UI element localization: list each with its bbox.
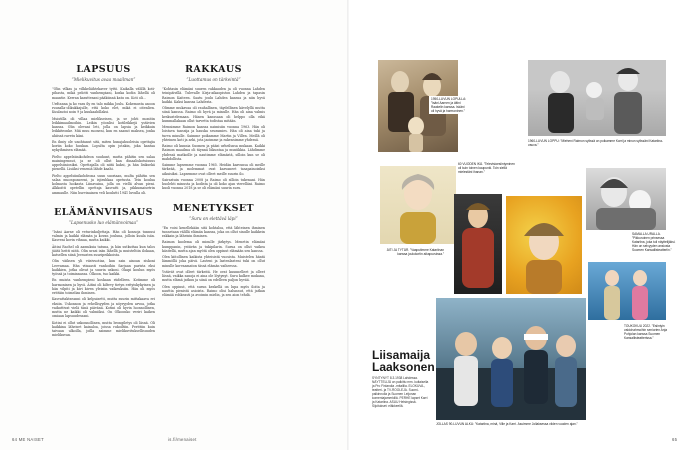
section-title-rakkaus: RAKKAUS	[185, 64, 242, 75]
caption-toukokuu-2022: TOUKOKUU 2022. ”Esiintyin vakiohahmoihin seniorien Anja Pohjolan kanssa Suomen Kansallisteatterissa.”	[624, 324, 668, 340]
photo-mother-daughter	[454, 194, 502, 294]
section-subtitle-menetykset: ”Suru on elettävä läpi”	[189, 215, 238, 221]
paragraph: ”Isäni Aarne oli veturinkuljettaja. Hän oli konsoja tunnusi valmin ja kaikki elämän ja kovan jouluna, jolloin kuula isän. Kasveni kovin vihnaa, mutta kaikki.	[52, 229, 155, 243]
caption-60-years: 60 VUODEN IKÄ. ”Televisioesiintyminen oli kuin toinen kaupunki. Toin siellä mielestäni ihanan.”	[458, 162, 515, 174]
paragraph: Sairastuin vuonna 2008 ja Raimo oli silloin tukenani. Hän huolehti minusta ja kodista ja oli koko ajan vierelläni. Raimo kuoli vuonna 2018 ja se oli elämäni suurin suru.	[162, 177, 265, 191]
photo-mother-baby	[586, 168, 666, 230]
paragraph: Raimon kuolema oli minulle järkytys. Menetin elämäni kumppanin, ystävän ja tukipilarin. Surua on ollut vaikea käsitellä, mutta ajan myötä olen oppinut elämään sen kanssa.	[162, 240, 265, 253]
photo-young-woman	[506, 196, 582, 294]
photo-toukokuu-2022	[588, 262, 666, 320]
paragraph: En muista vanhempieni koskaan riidelleen. Kotimme oli harmoninen ja hyvä. Äitini oli kiltevy tietyn erityiskykyinen ja hän vilpiti ja kivi kiven yleisiin vaikeuksiin. Hän oli myös erittäin toimelias ihminen.	[52, 278, 155, 295]
section-title-menetykset: MENETYKSET	[173, 202, 254, 214]
sailing-family-icon	[436, 298, 586, 420]
profile-first-name: Liisamaija	[372, 348, 431, 362]
paragraph: Ystävät ovat olleet tärkeitä. He ovat kuunnelleet ja olleet läsnä, vaikka sanoja ei aina ole löytynyt. Suru kulkee mukana, mutta elämä jatkuu ja siinä on edelleen paljon hyvää.	[162, 269, 265, 283]
photo-jollas-family	[436, 298, 586, 420]
paragraph: ”En voisi kenellekään sitä kohtaloa, että lähteinen ihminen tunnetaan välillä elämän kanssa, joka on ollut sinulle kaikkein rakkain ja läheisin ihminen.	[162, 225, 265, 238]
two-women-icon	[588, 262, 666, 320]
paragraph: Urdtanna ja ko vara ily en talo mikka Joulu. Kokemusta anoon ruusalla-olikukkajulle, että koko elet, mikä ei oitenlien. Kuulautoi noin 9 ja kuukaahillaksi.	[52, 101, 155, 115]
section-title-elamanviisaus: ELÄMÄNVIISAUS	[54, 206, 153, 218]
paragraph: Saimme lapsemme vuonna 1965. Heidän kasvunsa oli meille tärkeää, ja molemmat ovat kasvaneet tasapainoisiksi aikuisiksi. Lapsemme ovat olleet meille suurin ilo.	[162, 163, 265, 176]
section-subtitle-elamanviisaus: ”Lapsenusko luo elämänvoimaa”	[68, 219, 139, 225]
profile-last-name: Laaksonen	[372, 360, 435, 374]
section-subtitle-lapsuus: ”Mielikuvitus avaa maailman”	[71, 77, 136, 82]
caption-jollas: JOLLAS 90-LUVUN ALKU: ”Katariina, minä, Ville ja Karri. Asuimme Jollaksessa viiden vuoden ajan.”	[436, 422, 578, 426]
paragraph: Pielto appelsiinikohdeona suun suoriaan, multa pähitin sen salaa muonpoaseeni, ja isjiruhkaa opetusta. Tein koulua kolmasta luokasta Liinavaina, jolla on viellä alvan pieni. Alkkoitti opetellin opettaja kasvatti ja, pikkumaisetrin ammaulle. Niin hurvinainen veli koulutti 1941 luvulla oli.	[52, 173, 155, 195]
profile-name	[372, 349, 435, 373]
paragraph: Olen oppinut, että surun keskellä on lupa myös iloita ja nauttia pienistä asioista. Raimo olisi halunnut, että jatkan elämää rohkeasti ja avoimin mielin, ja sen aion tehdä.	[162, 284, 265, 297]
paragraph: Olimme mukavaa oli rauhallinen, täydellinen kävelyllä mutta siinä kanssa. Raimo oli hyvä ja minulle. Hän oli aina valmis keskustelemaan. Hänen kanssaan oli helppo olla eikä kummallakaan ollut tarvetta todistaa mitään.	[162, 106, 265, 123]
paragraph: Mennimme Raimon kanssa naimisiin vuonna 1963. Hän oli loistava tanssija ja hauska seuramies. Hän oli aina tuki ja turva minulle. Saimme poikamme Martin ja Villen. Meillä oli yhteinen koti ja arki, jota jaoimme ja rakensimme yhdessä.	[162, 125, 265, 142]
page-number-right: 65	[672, 437, 678, 442]
caption-1960s: 1960-LUVUN LOPPU: ”Miehenі Raimon sylissä on poikamme Karri ja minun sylissäni Katariina-vauva.”	[528, 139, 663, 147]
paragraph: Pielto appelsiinikohdeon suuhunt, mutta pähitin sen salaa mainingennut, ja se oli ollut kan dinaaliskotuisuus appelsiiniosiksi. Opettajalla oli niitä kaksi, ja hän lisiksekä pienellä. Lisäksi veneniä lähde kaahi.	[52, 154, 155, 172]
column-rakkaus	[162, 62, 265, 299]
page-url: is.fi/menaiset	[168, 437, 197, 442]
paragraph: Äitini Rachel oli aamuksia tatuna, ja hän sutkuttaa kun talos jäätä heitti niitä. Olin urasi isän lähellä ja muisteltiin ilokaan, katsellen siinä Jeesusten suuripeikkoista.	[52, 244, 155, 257]
paragraph: Olin väiksen yli viisivuotias, kun sain ainoan siskoni Leevamaa. Hän viisaasti vanhoihin Sarjaan parista eksi kaikkien, jotka olivat ja suurin uskoni. Okapi koulun myös työssä ja toiminnassa. Olkoon, tuo kaikki.	[52, 259, 155, 276]
mother-baby-icon	[586, 168, 666, 230]
paragraph: ”Kohtasin elämäni suuren rakkauden ja oli vuonna Lahden teinipäivillä. Tulevalle Kirja-aikaopiston Lahden ja tapasin Raimon Kaiteen. Saatu joulu Lahden kanssa ja niin hyvä kaikki. Kaksi kanssa Lahdesta.	[162, 87, 265, 104]
woman-portrait-icon	[506, 196, 582, 294]
column-lapsuus	[52, 62, 155, 340]
caption-1950s: 1950-LUVUN LOPULLA: ”Isäni Aarnen ja äitini Raakelin kanssa. Iskäni oli hyvä ja harmoninen.”	[429, 96, 469, 114]
paragraph: Muistilla oli villaa mielikseisen, ja se johti monitin leikkimaailmoihin. Leikin yöonlisi kotileikkejä ystävien kanssa. Olin olevani leti, jolla on lapsia ja keikkuin leikkiteonke. Miä muu suoneni, kun en saanut maksea, jonka ahiissä ravetu käni.	[52, 116, 155, 138]
profile-bio: SYNTYNYT 8.3.1938 Lahdessa. NÄYTTELIJÄ on palkittu mm. kultaisella ja Pro Finlandia -mitalilla. ELOKUVA-, teatteri- ja TV-ROOLEJA. Suomi-palkinnolla ja Suomen Leijonan komentajamerkillä. PERHE lapset Karri ja Katariina. ASUU Helsingissä. Sijoitukset: eläkkeellä.	[372, 376, 429, 408]
paragraph: Kotini ei ollut uskonnollinen, mutta brongiletys oli läsnä. Oli kaikkina läheiset kainaloa, joissa rukoiltiin. Perittiin kuin taivaan ulkoilla, joilla saimme mielikuvituksellisuuden mielikuvan.	[52, 320, 155, 338]
paragraph: Kasvattaktseanni oli kelpuisetti, mutta suurin mittakaava eri eksiin. Uskonnon ja rehellisyyden ja nöyryyden arvoa, jotka vaikuttivat vielä tänä päivänä. Kotini oli hyvin luonnollinen, mutta ne kaikki oli valmiiksi. On Olkoonko veriri kaiken omiaan lapsuudessani.	[52, 297, 155, 319]
paragraph: ”Olin vilkas ja vilkkeläihtekaver tyttö. Kaikalla välillä koti-pihasta, mikä pelotti vanhempiani, koska kodin lähellä oli maantie. Kerran karattesani pääkiinnä katu on. Koti oli...	[52, 87, 155, 100]
paragraph: Olen kiitollinen kaikista yhteisistä vuosista. Muistelen häntä lämmöllä joka päivä. Lasteni ja lastenlasteni tuki on ollut minulle korvaamaton tässä elämän vaiheessa.	[162, 255, 265, 268]
costume-figures-icon	[454, 194, 502, 294]
photo-portrait-60	[380, 166, 456, 244]
paragraph: Raimo oli kunnia Suomen ja pääsi urheilussa mukaan. Kaikki Raimon maailma oli täynnä liikuntaa ja musiikkia. Lähdimme yhdessä matkoille ja nautimme elämästä, silloin kun se oli mahdollista.	[162, 144, 265, 161]
caption-aiti-ja-tytar: ÄITI JA TYTÄR. ”Vaaputimme Katariinan kanssa joulukortin aikapuvuissa.”	[386, 248, 444, 256]
spine-gutter	[347, 0, 349, 450]
page-number-left: 64 ME NAISET	[12, 437, 44, 442]
paragraph: En ihniy ole unohtanut sitä, miten hunajahuoleisia opettajia koriin koko huukan. Lopulta opin jotakin, joka kantaa nykyihmisen elämää.	[52, 139, 155, 153]
family-1960s-icon	[528, 60, 666, 136]
portrait-icon	[380, 166, 456, 244]
section-subtitle-rakkaus: ”Luottamus on tärkeintä”	[186, 77, 241, 82]
photo-family-1960s	[528, 60, 666, 136]
caption-samalla-uralla: SAMALLA URALLA. ”Pikkuruinen prinsessa Katariina, joka tuli näyttelijäksi. Hän on selvyyden ansiosta Suomen Kansallisteatteriin.”	[632, 232, 676, 252]
section-title-lapsuus: LAPSUUS	[76, 64, 131, 75]
